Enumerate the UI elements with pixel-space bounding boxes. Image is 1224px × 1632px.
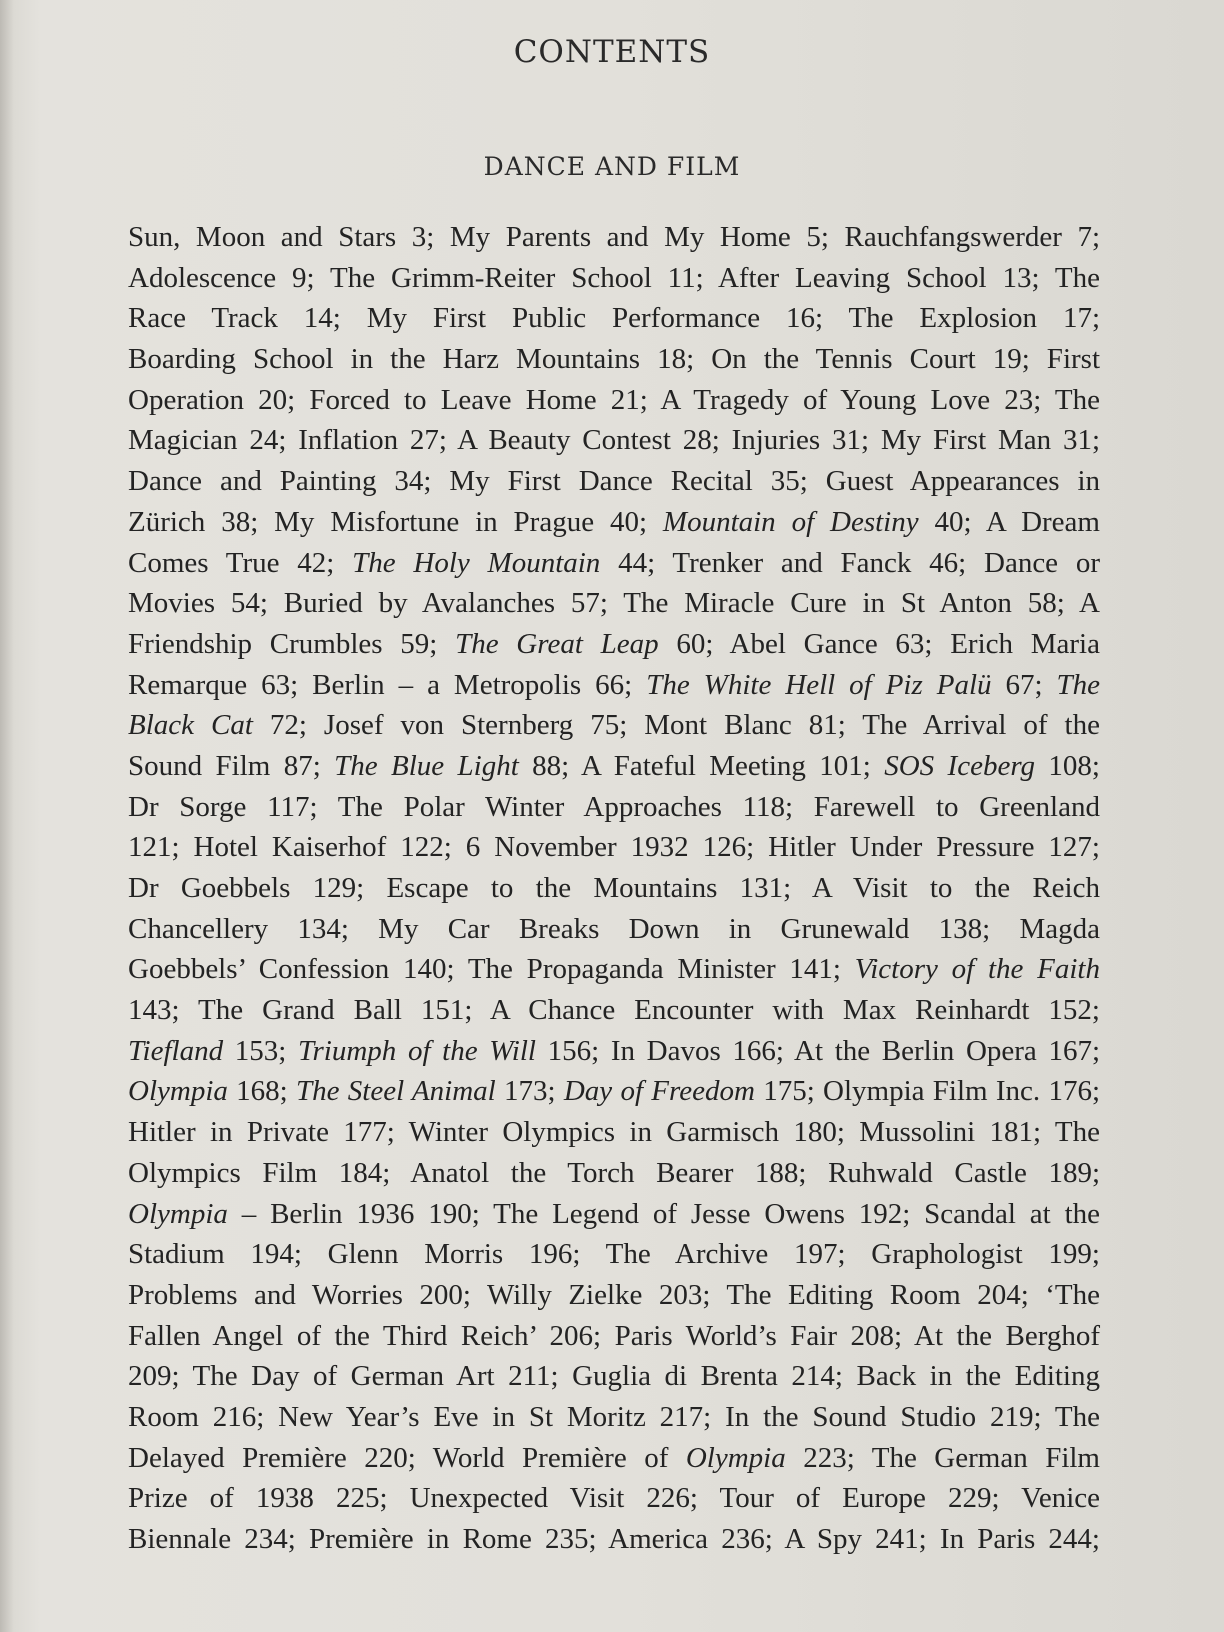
contents-line: [128, 990, 1100, 1031]
contents-line: [128, 868, 1100, 909]
contents-line: [128, 380, 1100, 421]
contents-entries: [128, 217, 1100, 1560]
contents-line: [128, 1397, 1100, 1438]
entry-text: 173;: [495, 1075, 564, 1108]
entry-text: Hitler in Private 177; Winter Olympics in Garmisch 180; Mussolini 181; The: [128, 1116, 1100, 1149]
entry-text: 88; A Fateful Meeting 101;: [518, 749, 885, 782]
entry-text: 60; Abel Gance 63; Erich Maria: [658, 627, 1100, 660]
entry-text: Dr Sorge 117; The Polar Winter Approaches 118; Farewell to Greenland: [128, 790, 1100, 823]
contents-line: [128, 1071, 1100, 1112]
entry-text: Fallen Angel of the Third Reich’ 206; Paris World’s Fair 208; At the Berghof: [128, 1319, 1100, 1352]
entry-text: 108;: [1035, 749, 1100, 782]
entry-text: 143; The Grand Ball 151; A Chance Encounter with Max Reinhardt 152;: [128, 994, 1100, 1027]
entry-text: Zürich 38; My Misfortune in Prague 40;: [128, 505, 663, 538]
entry-text: Movies 54; Buried by Avalanches 57; The Miracle Cure in St Anton 58; A: [128, 587, 1100, 620]
contents-line: [128, 1478, 1100, 1519]
contents-line: [128, 705, 1100, 746]
entry-text: Dr Goebbels 129; Escape to the Mountains 131; A Visit to the Reich: [128, 872, 1100, 904]
page-title: CONTENTS: [513, 34, 711, 70]
film-title: Tiefland: [128, 1034, 224, 1067]
contents-line: [128, 1153, 1100, 1194]
contents-line: [128, 827, 1100, 868]
contents-line: [128, 1438, 1100, 1479]
entry-text: – Berlin 1936 190; The Legend of Jesse Owens 192; Scandal at the: [227, 1197, 1100, 1230]
contents-line: [128, 461, 1100, 502]
contents-line: [128, 624, 1100, 665]
contents-line: [128, 949, 1100, 990]
contents-line: [128, 787, 1100, 828]
entry-text: Comes True 42;: [128, 546, 353, 579]
entry-text: 156; In Davos 166; At the Berlin Opera 167;: [535, 1034, 1101, 1067]
entry-text: 40; A Dream: [918, 505, 1100, 538]
film-title: The: [1056, 668, 1100, 701]
film-title: The White Hell of Piz Palü: [646, 668, 992, 701]
entry-text: 121; Hotel Kaiserhof 122; 6 November 1932 126; Hitler Under Pressure 127;: [128, 831, 1100, 864]
entry-text: Delayed Première 220; World Première of: [128, 1441, 686, 1474]
contents-line: [128, 258, 1100, 299]
entry-text: Stadium 194; Glenn Morris 196; The Archive 197; Graphologist 199;: [128, 1238, 1100, 1271]
contents-line: [128, 420, 1100, 461]
film-title: SOS Iceberg: [884, 749, 1036, 782]
entry-text: 72; Josef von Sternberg 75; Mont Blanc 81; The Arrival of the: [252, 709, 1100, 742]
film-title: Black Cat: [128, 709, 253, 742]
entry-text: 153;: [223, 1034, 298, 1067]
film-title: Olympia: [128, 1075, 228, 1108]
entry-text: Prize of 1938 225; Unexpected Visit 226; Tour of Europe 229; Venice: [128, 1482, 1100, 1515]
contents-line: [128, 298, 1100, 339]
entry-text: Problems and Worries 200; Willy Zielke 203; The Editing Room 204; ‘The: [128, 1278, 1100, 1311]
film-title: Olympia: [685, 1441, 786, 1474]
contents-line: [128, 1031, 1100, 1072]
entry-text: Operation 20; Forced to Leave Home 21; A Tragedy of Young Love 23; The: [128, 383, 1100, 416]
film-title: Day of Freedom: [563, 1075, 755, 1108]
entry-text: Boarding School in the Harz Mountains 18; On the Tennis Court 19; First: [128, 343, 1100, 376]
contents-line: [128, 1316, 1100, 1357]
entry-text: 175; Olympia Film Inc. 176;: [754, 1075, 1101, 1108]
film-title: The Steel Animal: [296, 1075, 496, 1108]
entry-text: Sun, Moon and Stars 3; My Parents and My Home 5; Rauchfangswerder 7;: [128, 221, 1100, 253]
contents-line: [128, 909, 1100, 950]
entry-text: 223; The German Film: [785, 1441, 1100, 1474]
contents-line: [128, 502, 1100, 543]
entry-text: Room 216; New Year’s Eve in St Moritz 217; In the Sound Studio 219; The: [128, 1400, 1100, 1433]
contents-line: [128, 339, 1100, 380]
contents-line: [128, 1275, 1100, 1316]
film-title: Triumph of the Will: [297, 1034, 536, 1067]
entry-text: Magician 24; Inflation 27; A Beauty Contest 28; Injuries 31; My First Man 31;: [128, 424, 1100, 457]
film-title: Mountain of Destiny: [662, 505, 919, 538]
entry-text: 44; Trenker and Fanck 46; Dance or: [600, 546, 1100, 579]
entry-text: Race Track 14; My First Public Performance 16; The Explosion 17;: [128, 302, 1100, 335]
entry-text: Biennale 234; Première in Rome 235; America 236; A Spy 241; In Paris 244;: [128, 1523, 1100, 1555]
entry-text: Remarque 63; Berlin – a Metropolis 66;: [128, 668, 647, 701]
entry-text: Olympics Film 184; Anatol the Torch Bearer 188; Ruhwald Castle 189;: [128, 1156, 1100, 1189]
film-title: The Blue Light: [334, 749, 519, 782]
film-title: The Holy Mountain: [352, 546, 601, 579]
film-title: The Great Leap: [455, 627, 659, 660]
contents-line: [128, 1194, 1100, 1235]
entry-text: 168;: [227, 1075, 297, 1108]
entry-text: Friendship Crumbles 59;: [128, 627, 456, 660]
film-title: Olympia: [128, 1197, 228, 1230]
entry-text: Adolescence 9; The Grimm-Reiter School 11; After Leaving School 13; The: [128, 261, 1100, 294]
contents-line: [128, 1519, 1100, 1560]
entry-text: Dance and Painting 34; My First Dance Recital 35; Guest Appearances in: [128, 465, 1100, 498]
entry-text: 67;: [991, 668, 1057, 701]
entry-text: 209; The Day of German Art 211; Guglia di Brenta 214; Back in the Editing: [128, 1360, 1100, 1393]
film-title: Victory of the Faith: [854, 953, 1100, 986]
section-heading: DANCE AND FILM: [483, 152, 741, 181]
contents-line: [128, 583, 1100, 624]
contents-line: [128, 543, 1100, 584]
entry-text: Sound Film 87;: [128, 749, 335, 782]
contents-line: [128, 1112, 1100, 1153]
contents-line: [128, 665, 1100, 706]
contents-line: [128, 1356, 1100, 1397]
contents-line: [128, 217, 1100, 258]
contents-line: [128, 1234, 1100, 1275]
entry-text: Chancellery 134; My Car Breaks Down in Grunewald 138; Magda: [128, 912, 1100, 945]
entry-text: Goebbels’ Confession 140; The Propaganda Minister 141;: [128, 953, 855, 986]
contents-line: [128, 746, 1100, 787]
